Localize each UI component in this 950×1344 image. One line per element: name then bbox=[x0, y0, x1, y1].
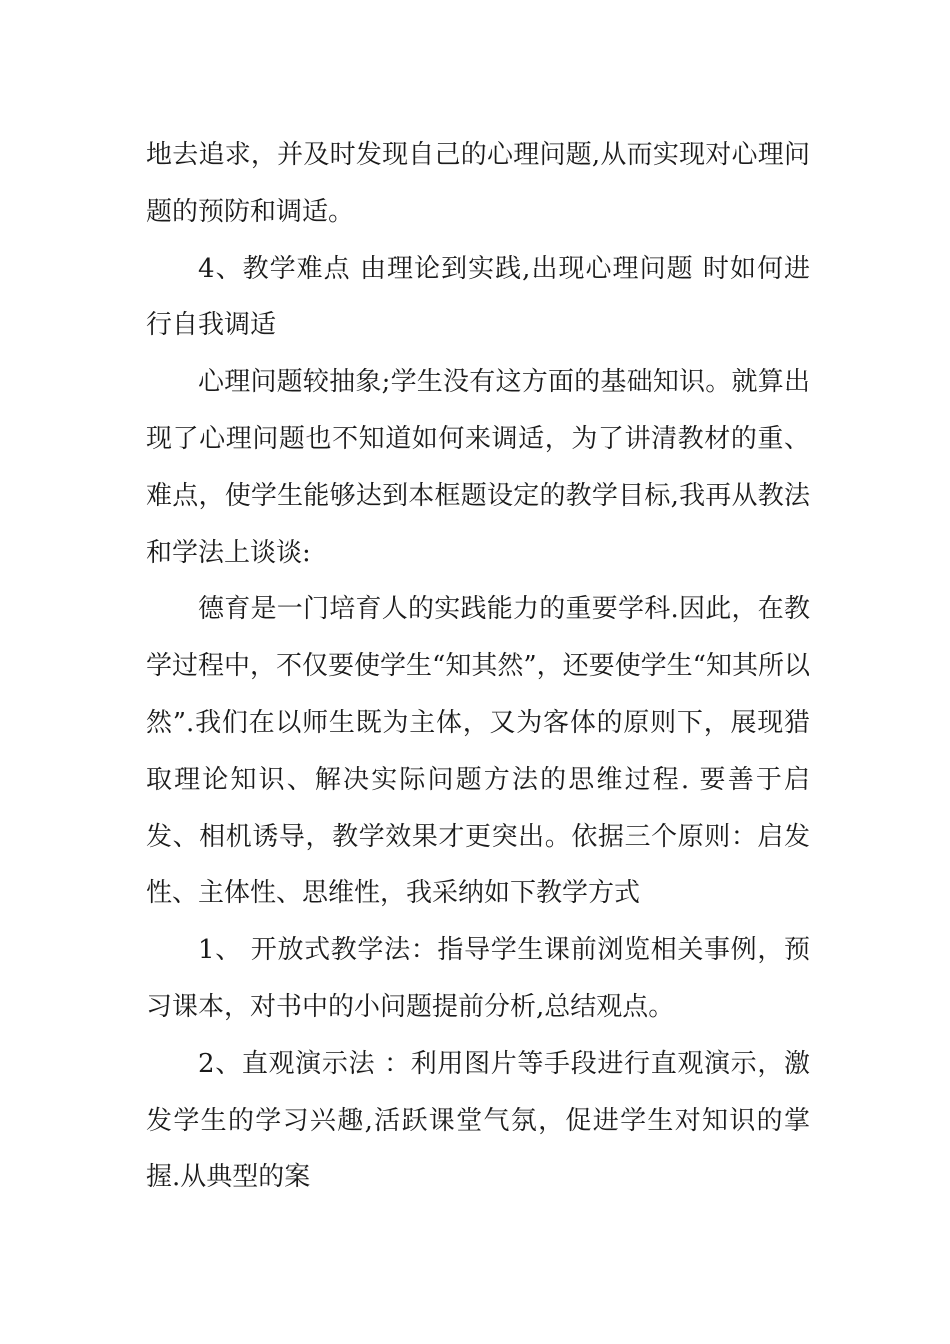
paragraph-continuation: 地去追求，并及时发现自己的心理问题,从而实现对心理问题的预防和调适。 bbox=[146, 140, 810, 227]
paragraph-moral-education: 德育是一门培育人的实践能力的重要学科.因此，在教学过程中，不仅要使学生“知其然”，还要使学生“知其所以然”.我们在以师生既为主体，又为客体的原则下，展现猎取理论知识、解决实际问题方法的思维过程. 要善于启发、相机诱导，教学效果才更突出。依据三个原则：启发性、主体性、思维性，我采纳如下教学方式 bbox=[146, 594, 810, 909]
paragraph-teaching-difficulty: 4、教学难点 由理论到实践,出现心理问题 时如何进行自我调适 bbox=[146, 253, 810, 341]
paragraph-method-demo: 2、直观演示法 ：利用图片等手段进行直观演示，激发学生的学习兴趣,活跃课堂气氛，促进学生对知识的掌握.从典型的案 bbox=[146, 1048, 810, 1193]
paragraph-method-open: 1、 开放式教学法：指导学生课前浏览相关事例，预习课本，对书中的小问题提前分析,总结观点。 bbox=[146, 935, 810, 1022]
document-body bbox=[146, 127, 810, 1206]
paragraph-difficulty-explanation: 心理问题较抽象;学生没有这方面的基础知识。就算出现了心理问题也不知道如何来调适，为了讲清教材的重、难点，使学生能够达到本框题设定的教学目标,我再从教法和学法上谈谈: bbox=[146, 367, 810, 568]
